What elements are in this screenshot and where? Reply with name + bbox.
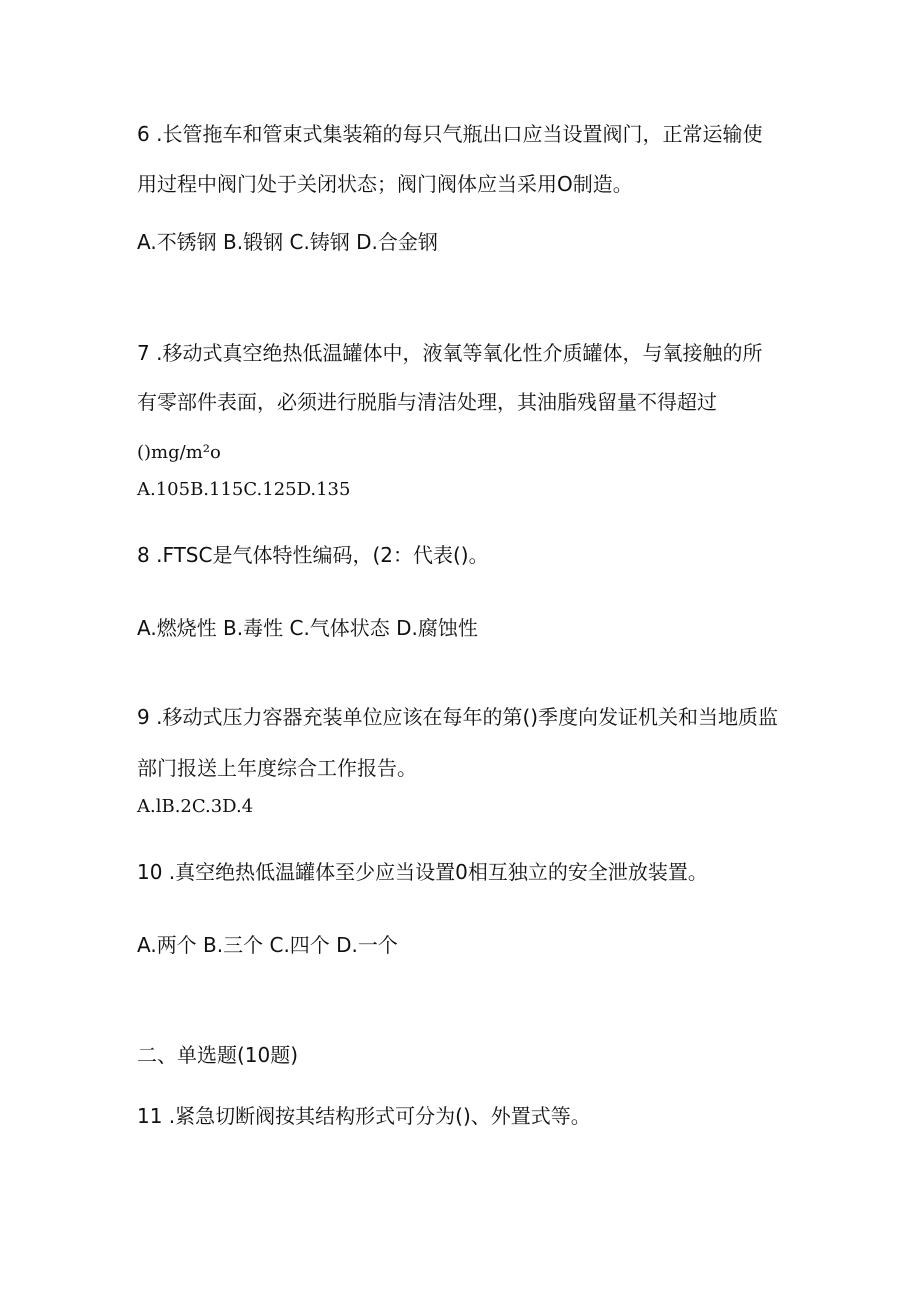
q9-options: A.lB.2C.3D.4	[137, 796, 254, 817]
q9-line-2: 部门报送上年度综合工作报告。	[137, 756, 417, 780]
q11-line-1: 11 .紧急切断阀按其结构形式可分为()、外置式等。	[137, 1104, 591, 1128]
q8-options: A.燃烧性 B.毒性 C.气体状态 D.腐蚀性	[137, 616, 478, 640]
q6-line-1: 6 .长管拖车和管束式集装箱的每只气瓶出口应当设置阀门，正常运输使	[137, 122, 763, 146]
q7-line-1: 7 .移动式真空绝热低温罐体中，液氧等氧化性介质罐体，与氧接触的所	[137, 341, 763, 365]
q7-line-3: ()mg/m²o	[137, 442, 221, 463]
section-heading: 二、单选题(10题)	[137, 1043, 299, 1067]
q7-options: A.105B.115C.125D.135	[137, 479, 351, 500]
q8-line-1: 8 .FTSC是气体特性编码，(2：代表()。	[137, 543, 489, 567]
q10-line-1: 10 .真空绝热低温罐体至少应当设置0相互独立的安全泄放装置。	[137, 860, 708, 884]
q6-options: A.不锈钢 B.锻钢 C.铸钢 D.合金钢	[137, 230, 438, 254]
q7-line-2: 有零部件表面，必须进行脱脂与清洁处理，其油脂残留量不得超过	[137, 390, 717, 414]
q10-options: A.两个 B.三个 C.四个 D.一个	[137, 933, 398, 957]
q6-line-2: 用过程中阀门处于关闭状态；阀门阀体应当采用O制造。	[137, 172, 633, 196]
q9-line-1: 9 .移动式压力容器充装单位应该在每年的第()季度向发证机关和当地质监	[137, 705, 779, 729]
